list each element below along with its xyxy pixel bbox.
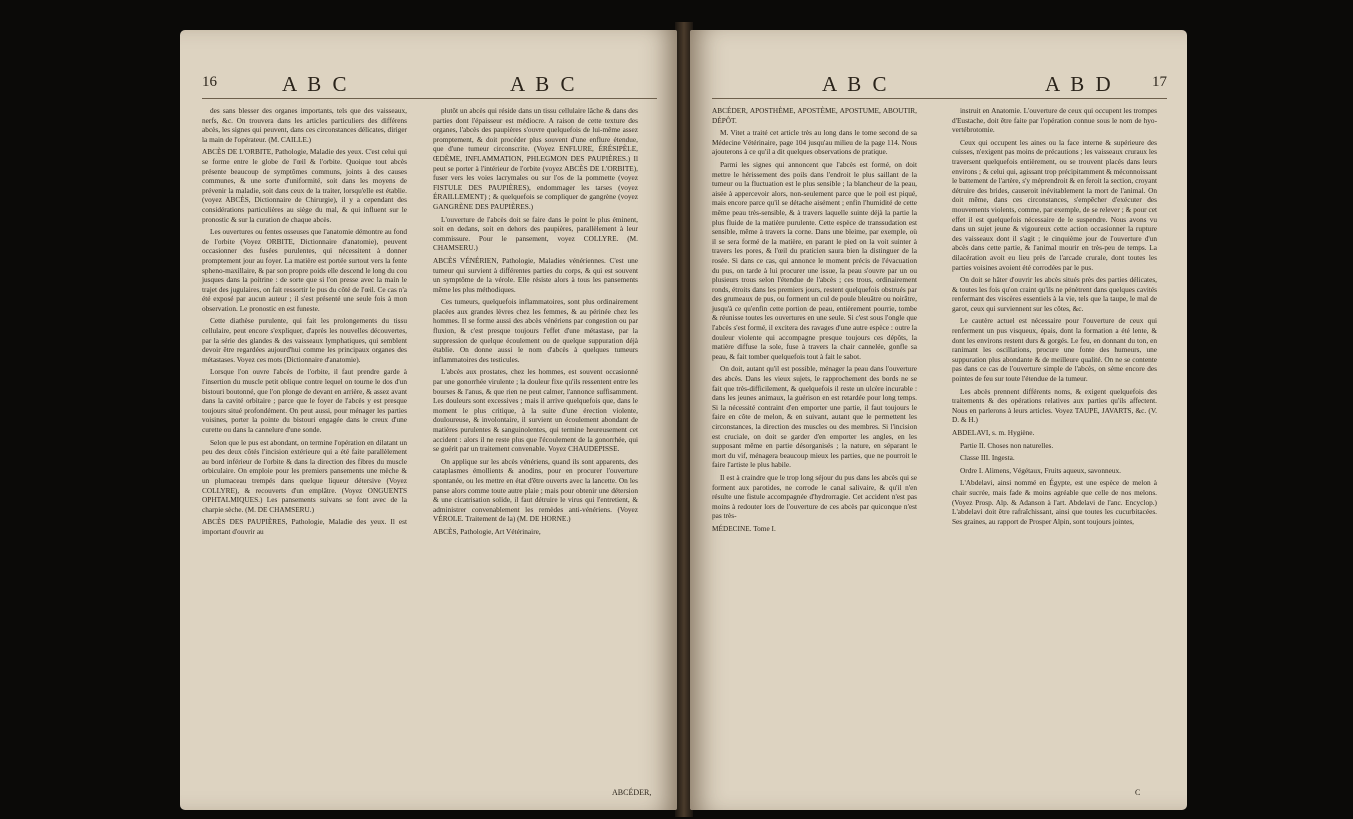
paragraph: M. Vitet a traité cet article très au long dans le tome second de sa Médecine Vétérinaire, page 104 jusqu'au milieu de la page 114. Nous ajouterons à ce qu'il a dit quelques observations de pratique. [712, 128, 917, 157]
paragraph: Classe III. Ingesta. [960, 453, 1015, 463]
signature-mark: C [1135, 788, 1141, 797]
text-column-right [952, 106, 1157, 529]
paragraph: Il est à craindre que le trop long séjour du pus dans les abcès qui se forment aux parotides, ne corrode le canal salivaire, & qu'il n'en résulte une fistule accompagnée d'hydrorragie. Cet accident n'est pas moins à redouter lors de l'ouverture de ces abcès par quiconque n'est pas très- [712, 472, 917, 521]
paragraph: ABDELAVI, s. m. Hygiène. [952, 428, 1035, 437]
running-head-right: A B D [1045, 72, 1114, 96]
paragraph: L'ouverture de l'abcès doit se faire dans le point le plus éminent, soit en dedans, soit en dehors des paupières, parallèlement à leur commissure. Pour le pansement, voyez COLLYRE. (M. CHAMSERU.) [433, 214, 638, 253]
paragraph: MÉDECINE. Tome I. [712, 523, 776, 533]
paragraph: Partie II. Choses non naturelles. [960, 440, 1054, 450]
page-number: 17 [1152, 74, 1167, 90]
paragraph: On doit se hâter d'ouvrir les abcès situés près des parties délicates, & toutes les fois qu'on craint qu'ils ne pénètrent dans quelques cavités renfermant des viscères essentiels à la vie, tels que la taupe, le mal de garot, ceux qui surviennent sur les côtes, &c. [952, 275, 1157, 313]
running-head-left: A B C [282, 72, 350, 96]
paragraph: plutôt un abcès qui réside dans un tissu cellulaire lâche & dans des parties dont l'épaisseur est médiocre. A raison de cette texture des organes, l'abcès des paupières s'ouvre quelquefois de lui-même assez promptement, & doit procéder plus souvent d'une enflure étendue, que d'une tumeur circonscrite. (Voyez ENFLURE, ÉRÉSIPÈLE, ŒDÈME, INFLAMMATION, PHLEGMON DES PAUPIÈRES.) Il peut se porter à l'intérieur de l'orbite (voyez ABCÈS DE L'ORBITE), fuser vers les voies lacrymales ou sur l'os de la pommette (voyez FISTULE DES PAUPIÈRES), endommager les tarses (voyez ÉRAILLEMENT) ; & quelquefois se compliquer de gangrène (voyez GANGRÈNE DES PAUPIÈRES.) [433, 106, 638, 211]
paragraph: Selon que le pus est abondant, on termine l'opération en dilatant un peu des deux côtés l'incision extérieure qui a été faite parallèlement au bord inférieur de l'orbite & dans la direction des fibres du muscle orbiculaire. On emploie pour les premiers pansements une mèche & un plumaceau trempés dans quelque liqueur détersive (Voyez COLLYRE), & recouverts d'un emplâtre. (Voyez ONGUENTS OPHTALMIQUES.) Les pansements suivans se font avec de la charpie sèche. (M. DE CHAMSERU.) [202, 437, 407, 514]
paragraph: Les abcès prennent différents noms, & exigent quelquefois des traitements & des opérations relatives aux parties qu'ils affectent. Nous en parlerons à leurs articles. Voyez TAUPE, JAVARTS, &c. (V. D. & H.) [952, 386, 1157, 425]
paragraph: ABCÈS VÉNÉRIEN, Pathologie, Maladies vénériennes. C'est une tumeur qui survient à différentes parties du corps, & qui est souvent un symptôme de la vérole. Elle résiste alors à tous les pansements même les plus méthodiques. [433, 255, 638, 294]
paragraph: On doit, autant qu'il est possible, ménager la peau dans l'ouverture des abcès. Dans les vieux sujets, le rapprochement des bords ne se fait que très-difficilement, & quelquefois il reste un ulcère incurable : dans les jeunes animaux, la guérison en est retardée pour long temps. Si la nécessité contraint d'en emporter une partie, il faut toujours le faire en côte de melon, & en suivant, autant que le permettent les circonstances, la direction des muscles ou des membres. Si l'incision est cruciale, on doit se garder d'en emporter les angles, en les supposant même en partie désorganisés ; la nature, en séparant le mort du vif, ménagera beaucoup mieux les parties, que ne pourroit le faire l'artiste le plus habile. [712, 364, 917, 470]
paragraph: Lorsque l'on ouvre l'abcès de l'orbite, il faut prendre garde à l'insertion du muscle petit oblique contre lequel on tourne le dos d'un bistouri boutonné, que l'on plonge de devant en arrière, & assez avant dans la cavité orbitaire ; parce que le foyer de l'abcès y est presque toujours situé profondément. On peut aussi, pour ménager les parties voisines, porter la pointe du bistouri engagée dans le creux d'une curette ou dans la cannelure d'une sonde. [202, 367, 407, 434]
running-head [690, 72, 1187, 94]
paragraph: Cette diathèse purulente, qui fait les prolongements du tissu cellulaire, peut encore s'expliquer, d'après les nouvelles découvertes, par la série des glandes & des vaisseaux lymphatiques, qui semblent devoir être regardées aujourd'hui comme les principaux organes des métastases. Voyez ces mots (Dictionnaire d'anatomie). [202, 316, 407, 364]
paragraph: Ces tumeurs, quelquefois inflammatoires, sont plus ordinairement placées aux grandes lèvres chez les femmes, & au périnée chez les hommes. Il se forme aussi des abcès vénériens par congestion ou par fluxion, & c'est presque toujours l'effet d'une métastase, par la suppression de quelque écoulement ou de quelque suppuration déjà établie. On donne aussi le nom d'abcès à quelques tumeurs inflammatoires des testicules. [433, 297, 638, 364]
running-head [180, 72, 677, 94]
paragraph: Ceux qui occupent les aines ou la face interne & supérieure des cuisses, n'exigent pas moins de précautions ; les vaisseaux cruraux les traversent quelquefois entièrement, ou se trouvent placés dans leurs environs ; & celui qui, agissant trop précipitamment & méconnoissant le battement de l'artère, s'y méprendroit & en feroit la section, croyant détruire des brides, causeroit inévitablement la mort de l'animal. On doit même, dans ces circonstances, s'empêcher d'exécuter des mouvements violents, comme, par exemple, de se relever ; & pour cet effet il est quelquefois nécessaire de le suspendre. Nous avons vu dans un sujet jeune & vigoureux cette action occasionner la rupture des vaisseaux dont il s'agit ; le cinquième jour de l'ouverture d'un abcès dans cette partie, & l'animal mourir en très-peu de temps. La dilacération avoit eu lieu près de l'arcade crurale, dont toutes les parties voisines avoient été corrodées par le pus. [952, 137, 1157, 272]
left-page [180, 30, 677, 810]
paragraph: des sans blesser des organes importants, tels que des vaisseaux, nerfs, &c. On trouvera dans les articles particuliers des différens abcès, les signes qui peuvent, dans ces circonstances délicates, diriger la main de l'opérateur. (M. CAILLE.) [202, 106, 407, 144]
paragraph: ABCÉDER, APOSTHÈME, APOSTÈME, APOSTUME, ABOUTIR, DÉPÔT. [712, 106, 917, 125]
text-column-left [202, 106, 407, 540]
paragraph: ABCÈS, Pathologie, Art Vétérinaire, [433, 526, 541, 536]
header-rule [712, 98, 1167, 99]
header-rule [202, 98, 657, 99]
paragraph: ABCÈS DES PAUPIÈRES, Pathologie, Maladie des yeux. Il est important d'ouvrir au [202, 517, 407, 536]
paragraph: On applique sur les abcès vénériens, quand ils sont apparents, des cataplasmes émollients & anodins, pour en procurer l'ouverture spontanée, ou les mettre en état d'être ouverts avec la lancette. On les panse alors comme toute autre plaie ; mais pour obtenir une détersion & une cicatrisation solide, il faut détruire le virus qui l'entretient, & administrer convenablement les remèdes anti-vénériens. (Voyez VÉROLE. Traitement de la) (M. DE HORNE.) [433, 456, 638, 524]
paragraph: instruit en Anatomie. L'ouverture de ceux qui occupent les trompes d'Eustache, doit être faite par l'opération connue sous le nom de hyo-vertébrotomie. [952, 106, 1157, 135]
paragraph: Parmi les signes qui annoncent que l'abcès est formé, on doit mettre le hérissement des poils dans l'endroit le plus saillant de la tumeur ou la fluctuation est le plus sensible ; la blancheur de la peau, aisée à appercevoir alors, non-seulement parce que le poil est piqué, mais encore parce qu'il se détache aisément ; enfin l'humidité de cette même peau très-sensible, & à travers laquelle suinte déjà la partie la plus fluide de la matière purulente. Cette espèce de transsudation est sensible, même à travers la corne. Dans une bleime, par exemple, où il se sera formé de la matière, en parant le pied on la voit suinter à travers les pores, & l'œil du praticien saura bien la distinguer de la rosée. Si dans ce cas, qui annonce le moment précis de l'évacuation du pus, on tarde à lui procurer une issue, la peau s'ouvre par un ou plusieurs trous selon l'étendue de l'abcès ; ces trous, ordinairement ronds, étroits dans les premiers jours, restent quelquefois obstrués par des grumeaux de pus, ou forment un cul de poule bleuâtre ou noirâtre, jusqu'à ce qu'enfin cette portion de peau, entièrement pourrie, tombe & réunisse toutes les ouvertures en une seule. Si c'est sous l'ongle que l'abcès s'est formé, il excitera des ravages d'une autre espèce : outre la douleur violente qui accompagne presque toujours ces dépôts, la matière diffuse la sole, fuse à travers la chair cannelée, gonfle sa peau, & fait tomber quelquefois tout à fait le sabot. [712, 159, 917, 361]
paragraph: L'Abdelavi, ainsi nommé en Égypte, est une espèce de melon à chair sucrée, mais fade & moins agréable que celle de nos melons. (Voyez Prosp. Alp. & Adanson à l'art. Abdelavi de l'anc. Encyclop.) L'abdelavi doit être rafraîchissant, ainsi que toutes les cucurbitacées. Ses graines, au rapport de Prosper Alpin, sont toujours jointes, [952, 478, 1157, 526]
paragraph: L'abcès aux prostates, chez les hommes, est souvent occasionné par une gonorrhée virulente ; la douleur fixe qu'ils ressentent entre les bourses & l'anus, & que rien ne peut calmer, l'annonce suffisamment. Les douleurs sont excessives ; mais il arrive quelquefois que, dans le moment le plus critique, à la suite d'une érection violente, douloureuse, & involontaire, il survient un écoulement abondant de matières purulentes & sanguinolentes, qui termine heureusement cet accident : alors il ne reste plus que l'écoulement de la gonorrhée, qui se guérit par un traitement convenable. Voyez CHAUDEPISSE. [433, 367, 638, 454]
paragraph: ABCÈS DE L'ORBITE, Pathologie, Maladie des yeux. C'est celui qui se forme entre le globe de l'œil & l'orbite. Quoique tout abcès présente beaucoup de symptômes communs, joints à des causes communes, & une sorte d'uniformité, soit dans les moyens de prévenir la maladie, soit dans ceux de la traiter, lorsqu'elle est établie. (voyez ABCÈS, Dictionnaire de Chirurgie), il y a cependant des considérations particulières au siège du mal, & qui influent sur le pronostic & sur la curation de chaque abcès. [202, 147, 407, 224]
text-column-right [433, 106, 638, 540]
text-column-left [712, 106, 917, 537]
paragraph: Le cautère actuel est nécessaire pour l'ouverture de ceux qui renferment un pus visqueux, épais, dont la formation a été lente, & dont les environs restent durs & gorgés. Le feu, en donnant du ton, en ranimant les oscillations, procure une fonte des humeurs, une suppuration plus abondante & de meilleure qualité. On ne se contente pas dans ce cas de l'ouverture simple de l'abcès, on sème encore des pointes de feu sur toute l'étendue de la tumeur. [952, 316, 1157, 384]
paragraph: Ordre I. Alimens, Végétaux, Fruits aqueux, savonneux. [960, 465, 1121, 475]
running-head-right: A B C [510, 72, 578, 96]
running-head-left: A B C [822, 72, 890, 96]
paragraph: Les ouvertures ou fentes osseuses que l'anatomie démontre au fond de l'orbite (Voyez ORBITE, Dictionnaire d'anatomie), peuvent occasionner des fusées purulentes, qui nécessitent à donner promptement jour au foyer. La matière est portée surtout vers la fente spheno-maxillaire, & par son propre poids elle descend le long du cou jusques dans la poitrine : de sorte que si l'on presse avec la main le trajet des jugulaires, on fait ressortir le pus du côté de l'œil. Ce cas n'a été exposé par aucun auteur ; il s'est présenté une seule fois à mon observation. Le pronostic en est funeste. [202, 227, 407, 313]
right-page [690, 30, 1187, 810]
catchword: ABCÉDER, [612, 788, 652, 797]
page-number: 16 [202, 74, 217, 90]
